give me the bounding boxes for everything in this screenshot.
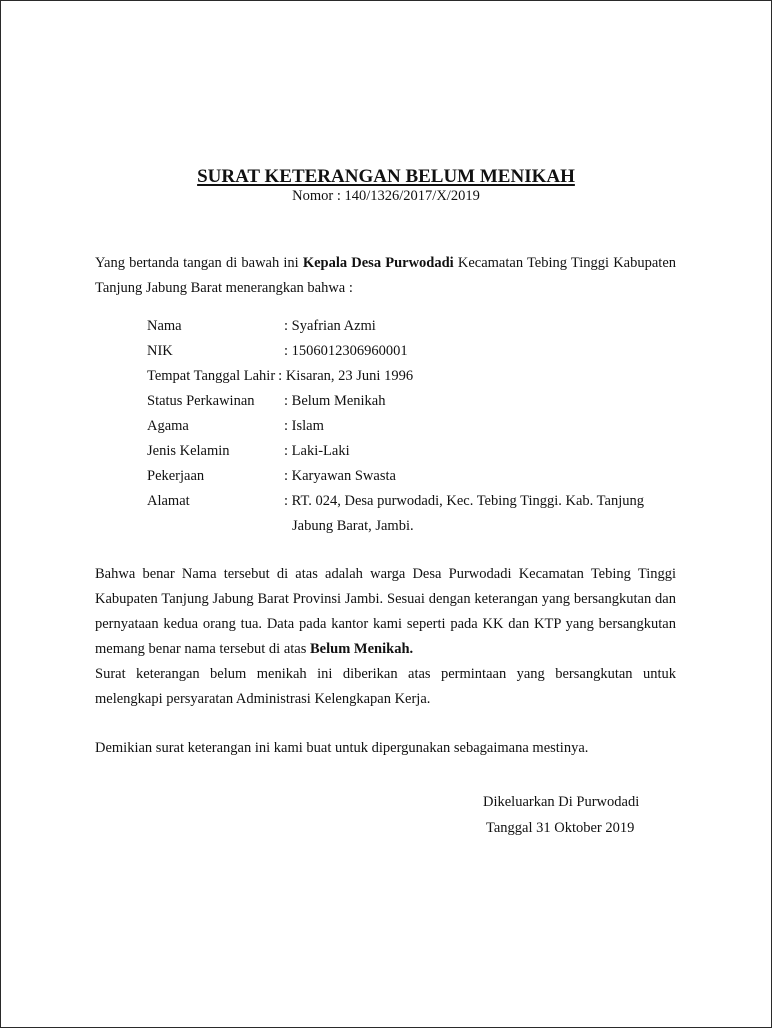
field-row-alamat [147,489,687,539]
field-value-alamat-line1: : RT. 024, Desa purwodadi, Kec. Tebing Tinggi. Kab. Tanjung [284,493,644,509]
field-value-agama: : Islam [284,418,324,434]
intro-village-head: Kepala Desa Purwodadi [302,255,454,271]
field-value-ttl: : Kisaran, 23 Juni 1996 [278,368,414,384]
closing-paragraph: Demikian surat keterangan ini kami buat untuk dipergunakan sebagaimana mestinya. [95,740,589,756]
field-value-nama: : Syafrian Azmi [284,318,376,334]
document-number: Nomor : 140/1326/2017/X/2019 [292,188,480,204]
field-row-ttl [147,364,687,389]
field-label-jenis-kelamin: Jenis Kelamin [147,443,230,459]
field-row-nama [147,314,687,339]
field-row-agama [147,414,687,439]
statement-text-2: Surat keterangan belum menikah ini diberikan atas permintaan yang bersangkutan untuk melengkapi persyaratan Administrasi Kelengkapan Kerja. [95,666,676,707]
intro-paragraph [95,251,676,301]
field-value-pekerjaan: : Karyawan Swasta [284,468,396,484]
field-value-alamat-line2: Jabung Barat, Jambi. [292,518,414,534]
field-label-alamat: Alamat [147,493,190,509]
signature-block [483,789,639,841]
statement-paragraph [95,562,676,712]
intro-text-1: Yang bertanda tangan di bawah ini [95,255,303,271]
field-row-status [147,389,687,414]
field-value-status: : Belum Menikah [284,393,386,409]
identity-fields [147,314,687,539]
signature-place: Dikeluarkan Di Purwodadi [483,794,640,810]
field-row-nik [147,339,687,364]
field-row-jenis-kelamin [147,439,687,464]
field-label-nama: Nama [147,318,182,334]
field-row-pekerjaan [147,464,687,489]
signature-date: Tanggal 31 Oktober 2019 [486,820,635,836]
field-label-status: Status Perkawinan [147,393,255,409]
field-value-jenis-kelamin: : Laki-Laki [284,443,350,459]
statement-text-1: Bahwa benar Nama tersebut di atas adalah warga Desa Purwodadi Kecamatan Tebing Tinggi Kabupaten Tanjung Jabung Barat Provinsi Jambi. Sesuai dengan keterangan yang bersangkutan dan pernyataan kedua orang tua. Data pada kantor kami seperti pada KK dan KTP yang bersangkutan memang benar nama tersebut di atas [95,566,676,657]
field-label-pekerjaan: Pekerjaan [147,468,205,484]
field-label-ttl: Tempat Tanggal Lahir [147,368,276,384]
field-label-agama: Agama [147,418,189,434]
field-value-nik: : 1506012306960001 [284,343,408,359]
statement-status-bold: Belum Menikah. [310,641,414,657]
intro-text-2: Kecamatan Tebing Tinggi Kabupaten Tanjung Jabung Barat menerangkan bahwa : [95,255,677,296]
field-label-nik: NIK [147,343,173,359]
field-value-alamat [284,489,687,539]
document-title [0,166,772,188]
document-title-text: SURAT KETERANGAN BELUM MENIKAH [197,166,575,187]
